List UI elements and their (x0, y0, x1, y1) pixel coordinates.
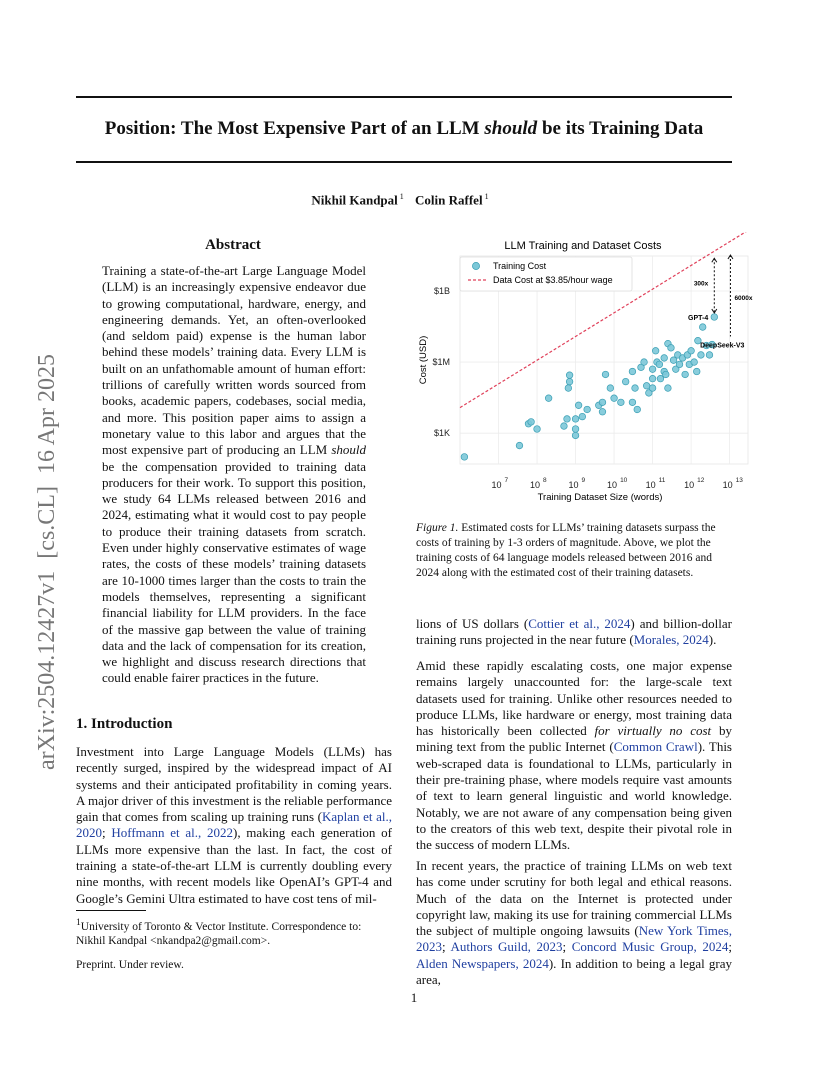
citation-link[interactable]: Hoffmann et al., 2022 (111, 825, 233, 841)
preprint-notice: Preprint. Under review. (76, 959, 184, 971)
training-cost-point (572, 426, 579, 433)
chart-legend (460, 257, 632, 291)
training-cost-point (662, 371, 669, 378)
training-cost-point (711, 314, 718, 321)
y-tick-label: $1K (433, 428, 450, 439)
abstract-heading: Abstract (205, 237, 261, 253)
training-cost-point (656, 361, 663, 368)
training-cost-point (629, 368, 636, 375)
training-cost-point (545, 395, 552, 402)
training-cost-point (698, 352, 705, 359)
training-cost-point (566, 372, 573, 379)
training-cost-point (652, 347, 659, 354)
training-cost-point (566, 378, 573, 385)
intro-paragraph-2: Amid these rapidly escalating costs, one major expense remains largely unaccounted for: the large-scale text datasets used for training. Unlike other resources needed to produce LLMs, like hardware or energy, most training data has historically been collected for virtually no cost by mining text from the public Internet (Common Crawl). This web-scraped data is foundational to LLMs, particularly in their pre-training phase, where models require vast amounts of text to learn general linguistic and world knowledge. Notably, we are not aware of any compensation being given to the creators of this web text, despite their pivotal role in the success of modern LLMs. (416, 658, 732, 853)
citation-link[interactable]: Cottier et al., 2024 (528, 616, 631, 631)
training-cost-point (693, 368, 700, 375)
affiliation-mark: 1 (484, 192, 489, 201)
chart-svg (410, 232, 756, 510)
legend-marker-training (472, 262, 479, 269)
training-cost-point (668, 345, 675, 352)
author-name: Colin Raffel (415, 192, 483, 208)
training-cost-point (706, 352, 713, 359)
training-cost-point (691, 359, 698, 366)
training-cost-point (565, 385, 572, 392)
training-cost-point (618, 399, 625, 406)
x-tick-exponent: 12 (697, 477, 705, 484)
annotation-gpt4-label: GPT-4 (688, 314, 709, 322)
training-cost-point (602, 371, 609, 378)
x-tick-label: 10 (568, 480, 579, 490)
x-tick-exponent: 7 (504, 477, 509, 484)
training-cost-point (622, 378, 629, 385)
x-tick-exponent: 13 (735, 477, 743, 484)
citation-link[interactable]: New York Times, 2023 (416, 923, 732, 955)
training-cost-point (676, 361, 683, 368)
citation-link[interactable]: Authors Guild, 2023 (450, 939, 563, 955)
training-cost-point (579, 413, 586, 420)
title-rule (76, 161, 732, 163)
training-cost-point (528, 419, 535, 426)
training-cost-point (599, 408, 606, 415)
training-cost-point (634, 406, 641, 413)
affiliation-mark: 1 (399, 192, 404, 201)
training-cost-point (561, 423, 568, 430)
training-cost-point (688, 347, 695, 354)
figure-1-chart (410, 232, 756, 510)
training-cost-point (649, 375, 656, 382)
training-cost-point (572, 416, 579, 423)
y-axis-label: Cost (USD) (418, 335, 429, 385)
training-cost-point (461, 454, 468, 461)
y-tick-label: $1B (433, 286, 450, 297)
training-cost-point (584, 406, 591, 413)
annotation-300x: 300x (693, 280, 709, 288)
x-tick-label: 10 (607, 480, 618, 490)
training-cost-point (649, 385, 656, 392)
y-tick-label: $1M (432, 357, 450, 368)
page-number: 1 (410, 990, 418, 1005)
training-cost-point (599, 399, 606, 406)
training-cost-point (516, 442, 523, 449)
training-cost-point (661, 355, 668, 362)
x-tick-exponent: 10 (620, 477, 628, 484)
training-cost-point (641, 359, 648, 366)
training-cost-point (629, 399, 636, 406)
x-tick-label: 10 (491, 480, 502, 490)
author-name: Nikhil Kandpal (311, 192, 398, 208)
citation-link[interactable]: Morales, 2024 (633, 632, 709, 648)
x-tick-exponent: 11 (658, 477, 666, 484)
citation-link[interactable]: Concord Music Group, 2024 (571, 939, 729, 955)
x-tick-label: 10 (530, 480, 541, 490)
citation-link[interactable]: Alden Newspapers, 2024 (416, 955, 549, 971)
x-tick-label: 10 (722, 480, 733, 490)
training-cost-point (607, 385, 614, 392)
citation-link[interactable]: Kaplan et al., 2020 (76, 809, 392, 841)
training-cost-point (682, 371, 689, 378)
figure-1-caption: Figure 1. Estimated costs for LLMs’ training datasets surpass the costs of training by 1-3 orders of magnitude. Above, we plot the training costs of 64 language models released between 2016 and 2024 along with the estimated cost of their training datasets. (416, 522, 716, 579)
x-tick-exponent: 9 (581, 477, 586, 484)
intro-continuation-paragraph: lions of US dollars (Cottier et al., 2024) and billion-dollar training runs projected in the near future (Morales, 2024). (416, 616, 733, 648)
introduction-paragraph: Investment into Large Language Models (LLMs) has recently surged, inspired by the widespread impact of AI systems and their anticipated profitability in coming years. A major driver of this investment is the reliable performance gain that comes from scaling up training runs (Kaplan et al., 2020; Hoffmann et al., 2022), making each generation of LLMs more expensive than the last. In fact, the cost of training a state-of-the-art LLM is currently doubling every nine months, with recent models like OpenAI’s GPT-4 and Google’s Gemini Ultra estimated to have cost tens of mil- (76, 744, 392, 906)
x-axis-label: Training Dataset Size (words) (537, 492, 663, 503)
chart-title: LLM Training and Dataset Costs (504, 240, 662, 252)
x-tick-exponent: 8 (543, 477, 547, 484)
section-heading-introduction: 1. Introduction (76, 716, 173, 732)
abstract-body: Training a state-of-the-art Large Language Model (LLM) is an increasingly expensive endeavor due to growing computational, hardware, energy, and engineering demands. Yet, an often-overlooked (and seldom paid) expense is the human labor behind these models’ training data. Every LLM is built on an unfathomable amount of human effort: trillions of carefully written words sourced from books, academic papers, codebases, social media, and more. This position paper aims to assign a monetary value to this labor and argues that the most expensive part of producing an LLM should be the compensation provided to training data producers for their work. To support this position, we study 64 LLMs released between 2016 and 2024, estimating what it would cost to pay people to produce their training datasets from scratch. Even under highly conservative estimates of wage rates, the costs of these models’ training datasets are 10-1000 times larger than the costs to train the models themselves, representing a significant financial liability for LLM providers. In the face of the massive gap between the value of training data and the lack of compensation for its creation, we highlight and discuss research directions that could enable fairer practices in the future. (102, 263, 366, 686)
training-cost-point (572, 432, 579, 439)
top-rule (76, 96, 732, 98)
training-cost-point (534, 426, 541, 433)
annotation-6000x: 6000x (734, 294, 753, 302)
arxiv-id: arXiv:2504.12427v1 [cs.CL] 16 Apr 2025 (34, 354, 60, 770)
training-cost-point (649, 366, 656, 373)
training-cost-point (665, 385, 672, 392)
x-tick-label: 10 (684, 480, 695, 490)
training-cost-point (643, 382, 650, 389)
paper-title: Position: The Most Expensive Part of an LLM should be its Training Data (104, 118, 704, 139)
citation-link[interactable]: Common Crawl (613, 739, 698, 755)
footnote-rule (76, 910, 146, 911)
affiliation-footnote: $^1$University of Toronto & Vector Institute. Correspondence to: Nikhil Kandpal <nkandpa2@gmail.com>. (76, 917, 362, 947)
annotation-deepseek-label: DeepSeek-V3 (700, 342, 745, 350)
training-cost-point (575, 402, 582, 409)
author-list (76, 192, 732, 208)
training-cost-point (611, 395, 618, 402)
legend-label-data-cost: Data Cost at $3.85/hour wage (493, 275, 613, 285)
intro-paragraph-3: In recent years, the practice of training LLMs on web text has come under scrutiny for both legal and ethical reasons. Much of the data on the Internet is protected under copyright law, making its use for training commercial LLMs the subject of multiple ongoing lawsuits (New York Times, 2023; Authors Guild, 2023; Concord Music Group, 2024; Alden Newspapers, 2024). In addition to being a legal gray area, (416, 858, 732, 988)
legend-label-training: Training Cost (493, 261, 547, 271)
training-cost-point (699, 324, 706, 331)
training-cost-point (632, 385, 639, 392)
arxiv-stamp (22, 300, 62, 780)
x-tick-label: 10 (645, 480, 656, 490)
training-cost-point (564, 416, 571, 423)
